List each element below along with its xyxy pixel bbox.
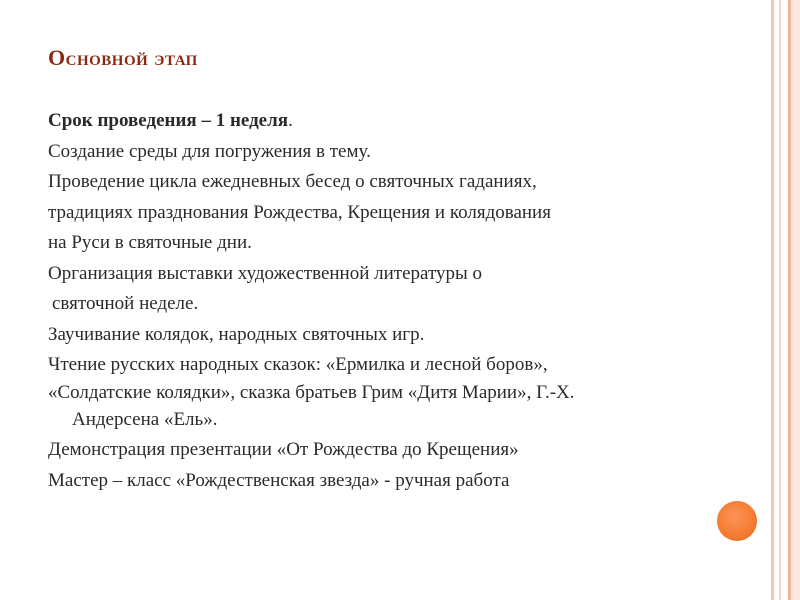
duration-tail: . [288,110,293,131]
body-line: Заучивание колядок, народных святочных игр. [48,323,425,345]
body-line: Организация выставки художественной литературы о [48,262,483,284]
body-line: на Руси в святочные дни. [48,232,252,253]
duration-label: Срок проведения – 1 неделя [48,110,289,131]
orange-circle-decoration [713,497,761,545]
body-line: традициях празднования Рождества, Крещения и колядования [48,201,551,223]
body-line: Демонстрация презентации «От Рождества до Крещения» [48,439,519,460]
body-line: святочной неделе. [52,293,199,314]
decorative-border [762,0,800,600]
body-line: Проведение цикла ежедневных бесед о святочных гаданиях, [48,171,537,192]
body-line: Создание среды для погружения в тему. [48,140,371,162]
body-line: Чтение русских народных сказок: «Ермилка и лесной боров», [48,354,548,375]
slide-title: Основной этап [48,45,198,70]
body-line: Андерсена «Ель». [72,408,218,430]
duration-line [48,106,738,137]
body-line: Мастер – класс «Рождественская звезда» - ручная работа [48,469,510,491]
slide-body [48,106,738,496]
body-line: «Солдатские колядки», сказка братьев Грим «Дитя Марии», Г.-Х. [48,381,575,403]
